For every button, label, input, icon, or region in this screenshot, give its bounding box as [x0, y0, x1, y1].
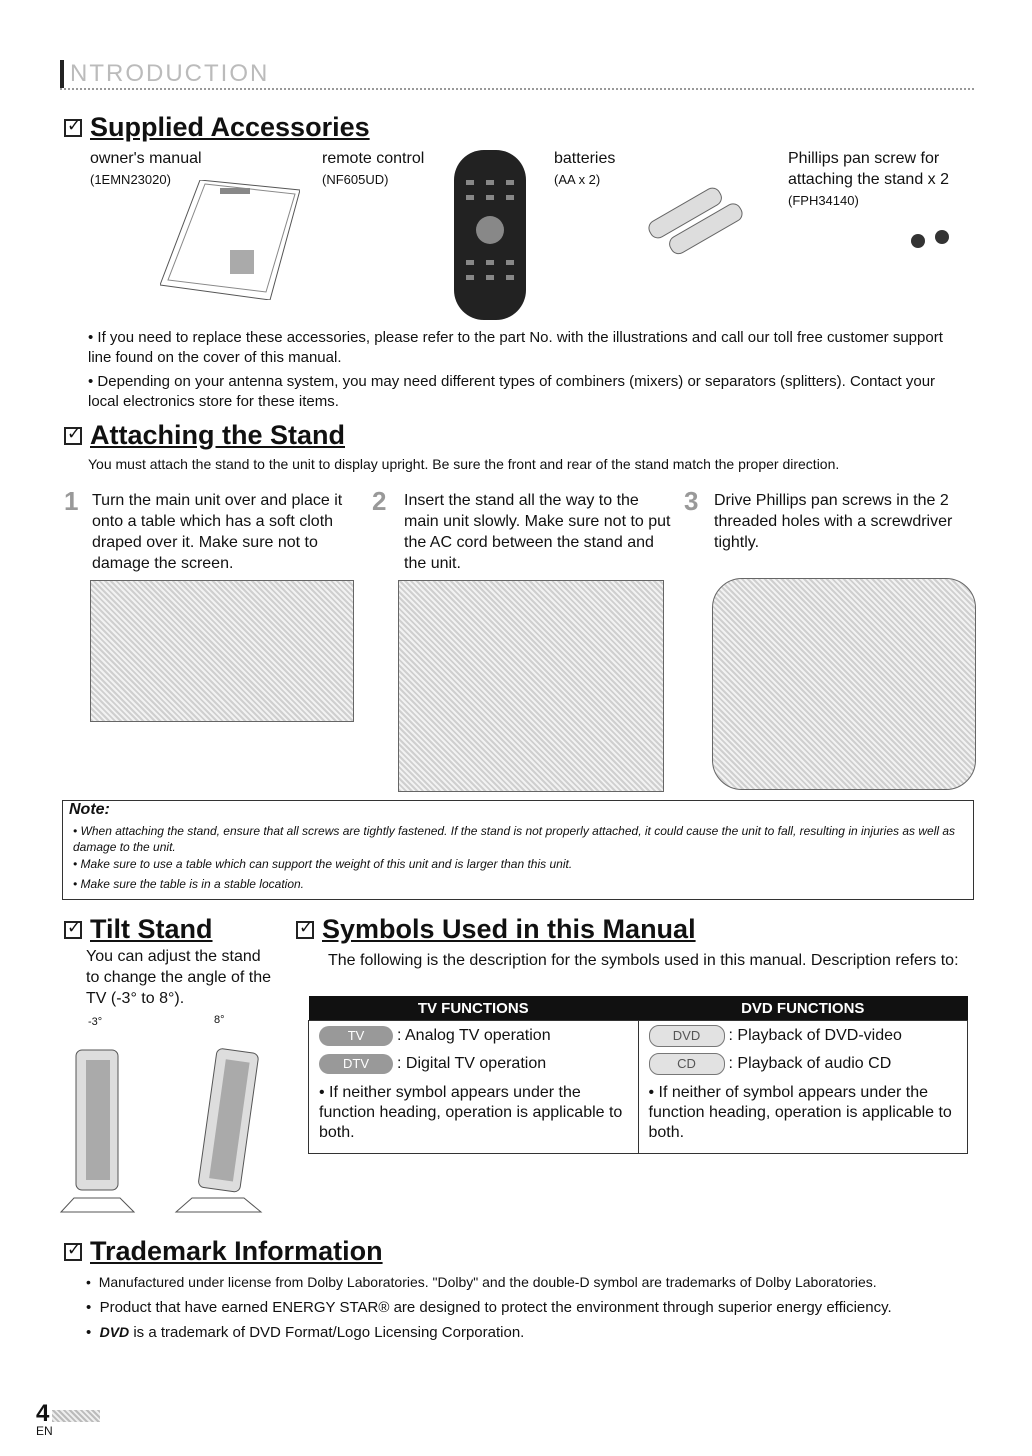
attaching-intro: You must attach the stand to the unit to display upright. Be sure the front and rear of the stand match the proper direction. [88, 456, 840, 472]
check-icon [64, 427, 82, 445]
dvd-functions-header: DVD FUNCTIONS [638, 996, 968, 1021]
step-1-illustration [90, 580, 354, 722]
attaching-title: ✓ Attaching the Stand [64, 420, 345, 451]
accessory-manual: owner's manual (1EMN23020) [90, 150, 202, 187]
accessories-bullet-1: • If you need to replace these accessories, please refer to the part No. with the illustrations and call our toll free customer support line found on the cover of this manual. [88, 329, 943, 366]
step-2-number: 2 [372, 486, 387, 516]
note-label: Note: [69, 801, 110, 818]
tv-note: • If neither symbol appears under the function heading, operation is applicable to both. [319, 1084, 623, 1142]
step-2-illustration [398, 580, 664, 792]
accessory-batteries: batteries (AA x 2) [554, 150, 616, 187]
accessory-screw: Phillips pan screw for attaching the stand x 2 (FPH34140) [788, 150, 949, 208]
dtv-badge: DTV [319, 1054, 393, 1074]
symbols-table [308, 996, 968, 1154]
tilt-illustration [56, 1030, 276, 1220]
tilt-text: You can adjust the stand to change the angle of the TV (-3° to 8°). [86, 948, 272, 1007]
cd-badge: CD [649, 1053, 725, 1075]
step-1-number: 1 [64, 486, 79, 516]
accessories-title: ✓ Supplied Accessories [64, 112, 370, 143]
accessories-bullet-2: • Depending on your antenna system, you may need different types of combiners (mixers) or separators (splitters). Contact your local electronics store for these items. [88, 373, 936, 410]
page-number: 4 [36, 1400, 50, 1427]
trademark-item-3: • DVD is a trademark of DVD Format/Logo Licensing Corporation. [86, 1324, 525, 1341]
header-title: NTRODUCTION [70, 60, 270, 87]
check-icon [64, 119, 82, 137]
step-3-text: Drive Phillips pan screws in the 2 threaded holes with a screwdriver tightly. [714, 492, 953, 551]
step-3-number: 3 [684, 486, 699, 516]
note-item-3: • Make sure the table is in a stable location. [73, 877, 305, 891]
page-number-bar [52, 1410, 100, 1422]
note-box [62, 800, 974, 900]
header-bar [60, 58, 974, 90]
cd-symbol-row: CD : Playback of audio CD [649, 1053, 958, 1075]
screw-icon [900, 225, 960, 255]
dvd-symbol-row: DVD : Playback of DVD-video [649, 1025, 958, 1047]
trademark-title: ✓ Trademark Information [64, 1236, 383, 1267]
tv-functions-header: TV FUNCTIONS [309, 996, 639, 1021]
step-1-text: Turn the main unit over and place it onto a table which has a soft cloth draped over it. Make sure not to damage the screen. [92, 492, 343, 572]
trademark-item-2: • Product that have earned ENERGY STAR® are designed to protect the environment through superior energy efficiency. [86, 1299, 892, 1316]
symbols-intro: The following is the description for the symbols used in this manual. Description refers to: [328, 952, 959, 969]
dvd-badge: DVD [649, 1025, 725, 1047]
check-icon [64, 921, 82, 939]
tilt-angle-left: -3° [88, 1016, 103, 1028]
remote-illustration [450, 150, 530, 330]
note-item-2: • Make sure to use a table which can support the weight of this unit and is larger than this unit. [73, 857, 573, 871]
tilt-angle-right: 8° [214, 1014, 225, 1026]
tv-badge: TV [319, 1026, 393, 1046]
tv-functions-cell [309, 1021, 639, 1154]
accessory-remote: remote control (NF605UD) [322, 150, 425, 187]
step-2-text: Insert the stand all the way to the main unit slowly. Make sure not to put the AC cord between the stand and the unit. [404, 492, 671, 572]
manual-illustration [160, 180, 300, 300]
check-icon [296, 921, 314, 939]
trademark-item-1: • Manufactured under license from Dolby Laboratories. "Dolby" and the double-D symbol are trademarks of Dolby Laboratories. [86, 1274, 877, 1290]
dvd-functions-cell [638, 1021, 968, 1154]
note-item-1: • When attaching the stand, ensure that all screws are tightly fastened. If the stand is not properly attached, it could cause the unit to fall, resulting in injuries as well as damage to the unit. [73, 824, 956, 854]
language-code: EN [36, 1424, 53, 1438]
dvd-logo-icon: DVD [99, 1324, 130, 1340]
symbols-title: ✓ Symbols Used in this Manual [296, 914, 696, 945]
batteries-illustration [640, 180, 750, 260]
dvd-note: • If neither of symbol appears under the function heading, operation is applicable to both. [648, 1084, 952, 1142]
tilt-title: ✓ Tilt Stand [64, 914, 213, 945]
header-marker [60, 60, 64, 88]
step-3-illustration [712, 578, 976, 790]
check-icon [64, 1243, 82, 1261]
dtv-symbol-row: DTV : Digital TV operation [319, 1053, 628, 1075]
tv-symbol-row: TV : Analog TV operation [319, 1025, 628, 1047]
